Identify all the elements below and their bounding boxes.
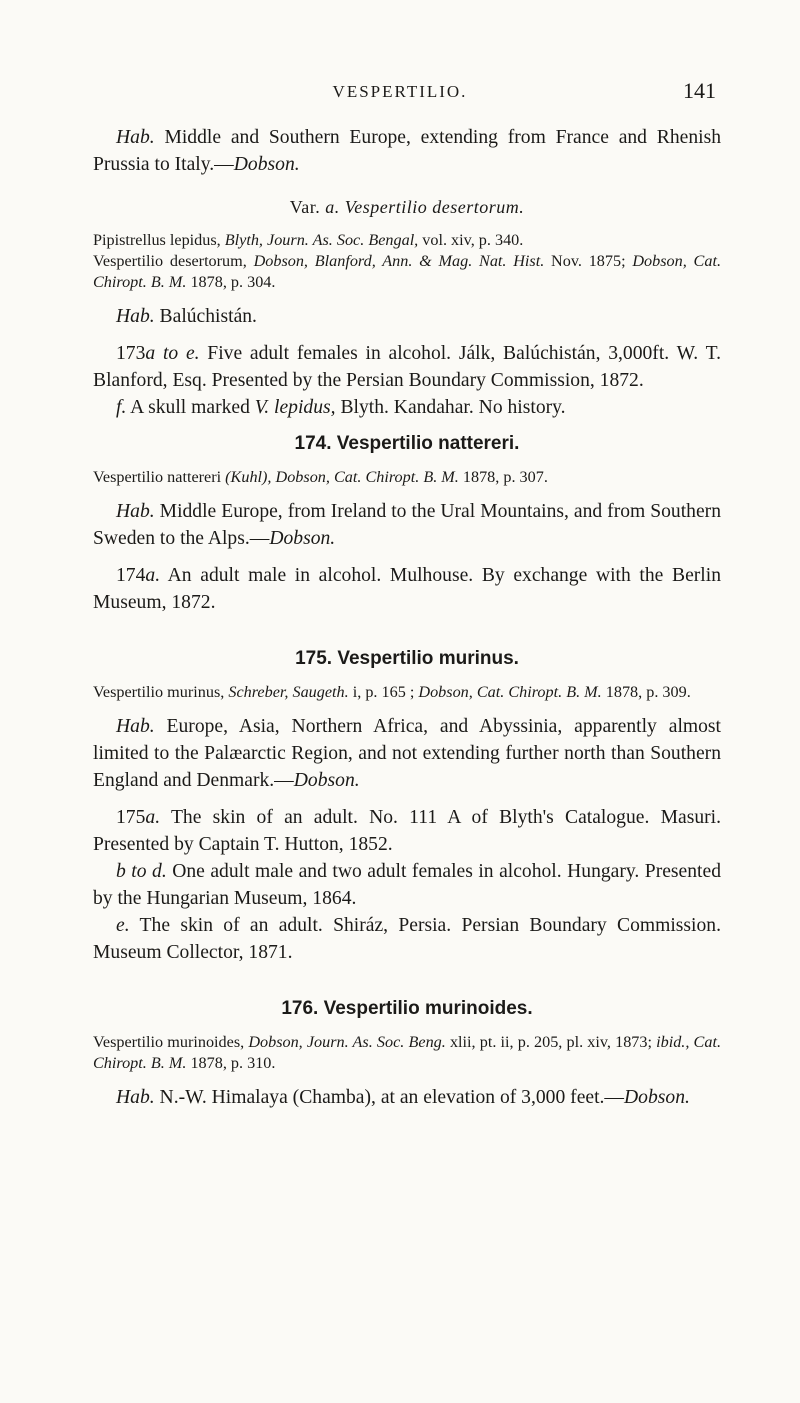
specimen-text: One adult male and two adult females in alcohol. Hungary. Presented by the Hungarian Museum, 1864. [93, 861, 721, 909]
hab-author: Dobson. [233, 154, 300, 175]
hab-label: Hab. [116, 716, 155, 737]
synonym-reference: 1878, p. 307. [458, 468, 548, 486]
hab-label: Hab. [116, 1087, 155, 1108]
running-head: VESPERTILIO. [332, 82, 468, 101]
specimen-entry [93, 804, 721, 858]
hab-label: Hab. [116, 501, 155, 522]
synonym-name: Pipistrellus lepidus, [93, 231, 225, 249]
synonym-reference: i, p. 165 ; [348, 683, 419, 701]
specimen-number: 175 [116, 807, 146, 828]
specimen-letter: a. [145, 565, 161, 586]
synonym-name: Vespertilio murinoides, [93, 1033, 249, 1051]
synonym-reference: xlii, pt. ii, p. 205, pl. xiv, 1873; [445, 1033, 657, 1051]
specimen-text: A skull marked [126, 397, 255, 418]
hab-label: Hab. [116, 127, 155, 148]
habitat-paragraph [93, 498, 721, 552]
specimen-text: The skin of an adult. No. 111 A of Blyth's Catalogue. Masuri. Presented by Captain T. Hutton, 1852. [93, 807, 721, 855]
synonymy-entry [93, 682, 721, 703]
page-number: 141 [683, 78, 716, 103]
specimen-number: 174 [116, 565, 146, 586]
specimen-name: V. lepidus, [254, 397, 336, 418]
habitat-paragraph [93, 124, 721, 178]
habitat-paragraph [93, 303, 721, 330]
variety-heading [93, 194, 721, 220]
synonym-citation: Dobson, Blanford, Ann. & Mag. Nat. Hist. [253, 252, 545, 270]
specimen-letter: f. [116, 397, 127, 418]
variety-label: Var. [289, 197, 326, 217]
variety-name: Vespertilio desertorum. [339, 197, 525, 217]
variety-letter: a. [325, 197, 340, 217]
specimen-text: An adult male in alcohol. Mulhouse. By exchange with the Berlin Museum, 1872. [93, 565, 721, 613]
page-header [0, 78, 800, 108]
specimen-entry [93, 394, 721, 421]
synonym-reference: 1878, p. 309. [601, 683, 691, 701]
synonym-citation: Blyth, Journ. As. Soc. Bengal, [224, 231, 419, 249]
specimen-entry [93, 912, 721, 966]
specimen-range: b to d. [116, 861, 167, 882]
synonym-citation: (Kuhl), Dobson, Cat. Chiropt. B. M. [225, 468, 459, 486]
specimen-text: Blyth. Kandahar. No history. [335, 397, 566, 418]
synonym-citation: ibid., Cat. Chiropt. B. M. [93, 1033, 721, 1072]
specimen-entry [93, 858, 721, 912]
synonymy-entry [93, 1032, 721, 1074]
synonym-name: Vespertilio nattereri [93, 468, 226, 486]
synonym-reference: Nov. 1875; [544, 252, 633, 270]
synonym-reference: vol. xiv, p. 340. [418, 231, 524, 249]
species-heading: 176. Vespertilio murinoides. [281, 998, 533, 1019]
species-heading: 175. Vespertilio murinus. [295, 648, 519, 669]
synonym-citation: Schreber, Saugeth. [228, 683, 349, 701]
hab-text: Middle and Southern Europe, extending from France and Rhenish Prussia to Italy.— [93, 127, 721, 175]
specimen-text: Five adult females in alcohol. Jálk, Balúchistán, 3,000ft. W. T. Blanford, Esq. Presented by the Persian Boundary Commission, 1872. [93, 343, 721, 391]
habitat-paragraph [93, 713, 721, 794]
synonym-reference: 1878, p. 310. [186, 1054, 276, 1072]
specimen-entry [93, 340, 721, 394]
specimen-range: a to e. [145, 343, 200, 364]
hab-text: Middle Europe, from Ireland to the Ural Mountains, and from Southern Sweden to the Alps.— [93, 501, 721, 549]
specimen-letter: a. [145, 807, 161, 828]
synonym-citation: Dobson, Journ. As. Soc. Beng. [248, 1033, 446, 1051]
page-body [93, 124, 721, 1111]
hab-author: Dobson. [269, 528, 336, 549]
specimen-text: The skin of an adult. Shiráz, Persia. Persian Boundary Commission. Museum Collector, 1871. [93, 915, 721, 963]
habitat-paragraph [93, 1084, 721, 1111]
hab-author: Dobson. [624, 1087, 690, 1108]
hab-author: Dobson. [293, 770, 360, 791]
hab-label: Hab. [116, 306, 155, 327]
synonym-reference: 1878, p. 304. [186, 273, 276, 291]
hab-text: Europe, Asia, Northern Africa, and Abyssinia, apparently almost limited to the Palæarctic Region, and not extending further north than Southern England and Denmark.— [93, 716, 721, 791]
synonymy-entry [93, 467, 721, 488]
specimen-entry [93, 562, 721, 616]
synonym-citation: Dobson, Cat. Chiropt. B. M. [418, 683, 602, 701]
hab-text: Balúchistán. [154, 306, 257, 327]
specimen-number: 173 [116, 343, 146, 364]
synonym-name: Vespertilio murinus, [93, 683, 229, 701]
synonym-citation: Dobson, Cat. Chiropt. B. M. [93, 252, 721, 291]
hab-text: N.-W. Himalaya (Chamba), at an elevation of 3,000 feet.— [154, 1087, 625, 1108]
synonymy-entry [93, 230, 721, 251]
synonym-name: Vespertilio desertorum, [93, 252, 254, 270]
specimen-letter: e. [116, 915, 130, 936]
synonymy-entry [93, 251, 721, 293]
species-heading: 174. Vespertilio nattereri. [294, 433, 520, 454]
